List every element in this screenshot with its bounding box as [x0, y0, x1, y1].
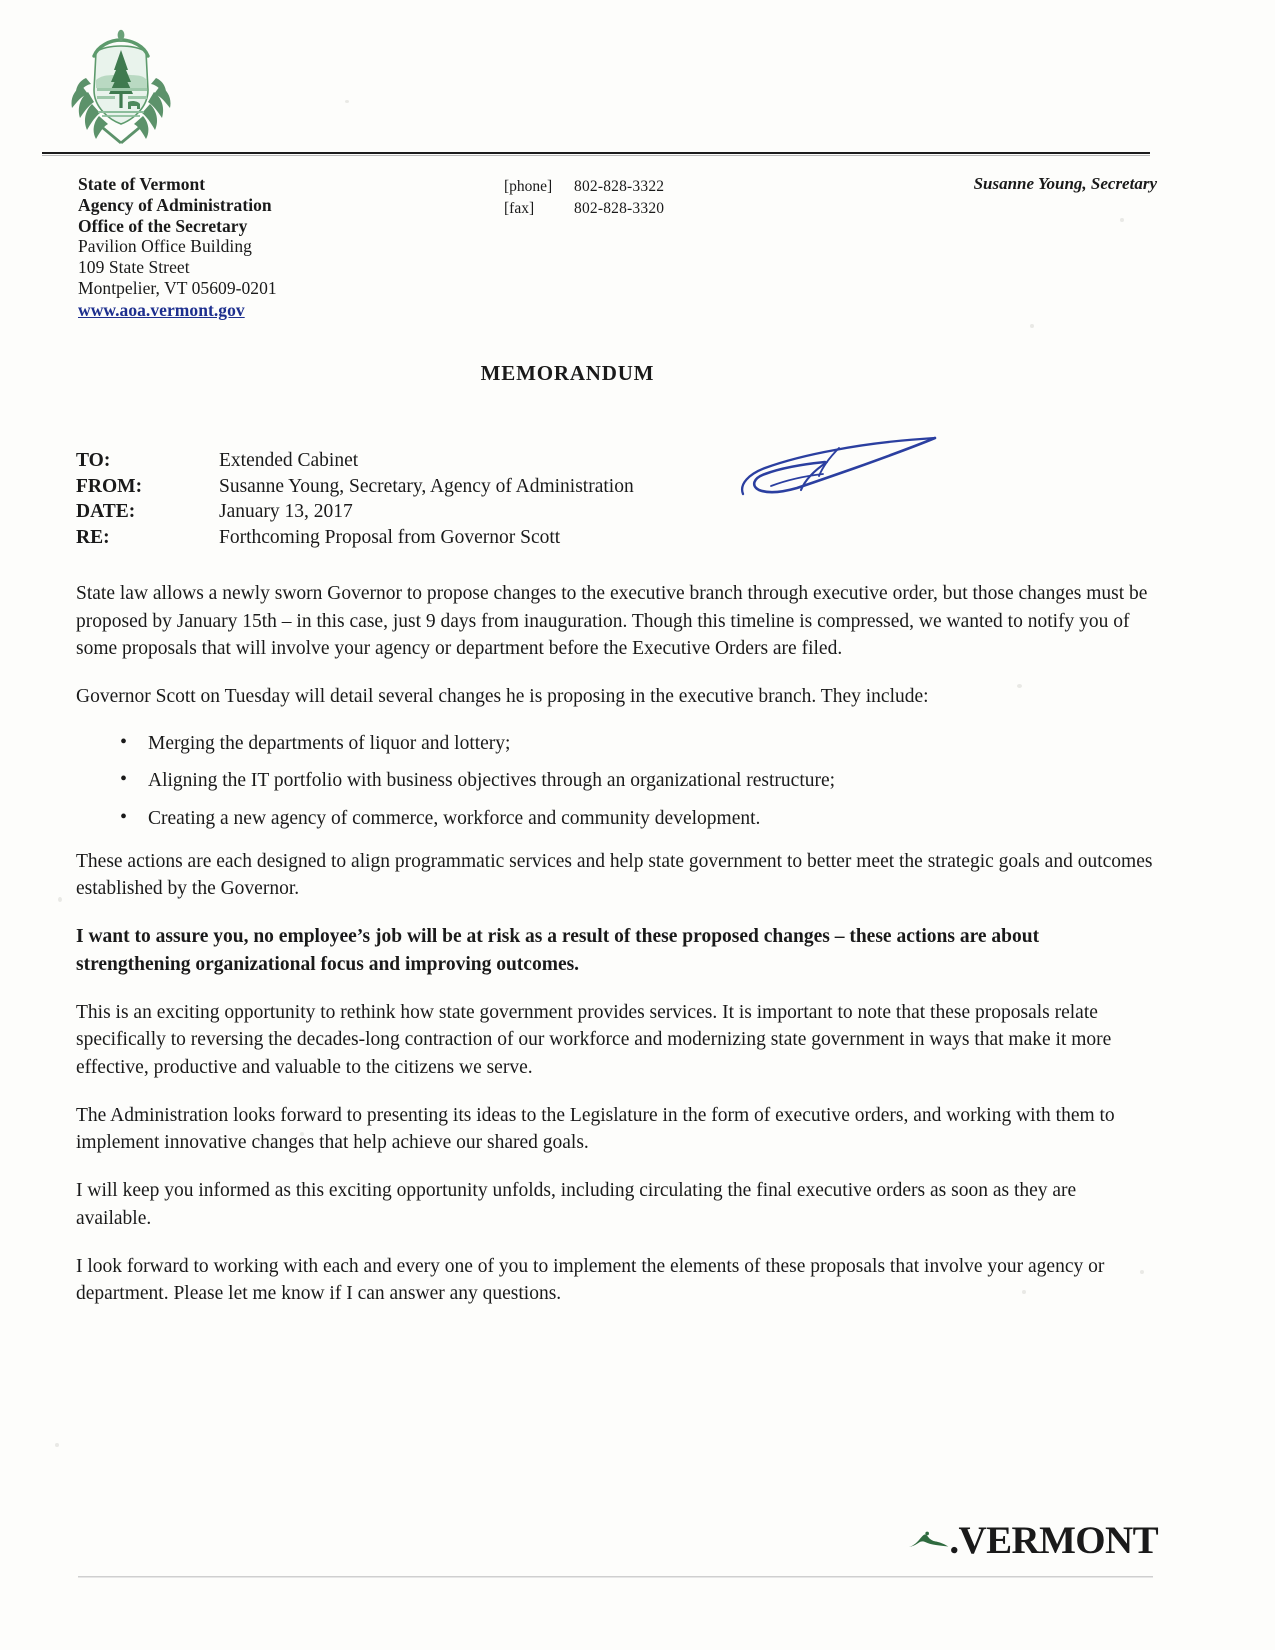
- letterhead-divider-shadow: [42, 155, 1150, 156]
- list-item: • Merging the departments of liquor and lottery;: [148, 730, 1154, 757]
- memo-field-re: [76, 525, 976, 551]
- memo-field-date-label: DATE:: [76, 501, 136, 523]
- scan-speck: [1120, 218, 1124, 222]
- vermont-wordmark: .VERMONT: [949, 1518, 1158, 1562]
- contact-row-fax: [504, 198, 664, 220]
- memo-field-re-value: Forthcoming Proposal from Governor Scott: [219, 526, 561, 548]
- fax-label: [fax]: [504, 200, 535, 217]
- memo-field-from-label: FROM:: [76, 475, 143, 497]
- paragraph-7: I will keep you informed as this exciting opportunity unfolds, including circulating the final executive orders as soon as they are available.: [76, 1180, 1077, 1229]
- memo-field-from-value: Susanne Young, Secretary, Agency of Administration: [219, 475, 634, 497]
- scan-speck: [58, 897, 62, 902]
- memo-field-re-label: RE:: [76, 526, 110, 548]
- address-line-1: Pavilion Office Building: [78, 236, 252, 257]
- org-line-1: State of Vermont: [78, 174, 206, 194]
- memo-field-to-value: Extended Cabinet: [219, 450, 359, 471]
- paragraph-2: Governor Scott on Tuesday will detail several changes he is proposing in the executive branch. They include:: [76, 686, 929, 707]
- paragraph-5: This is an exciting opportunity to rethink how state government provides services. It is important to note that these proposals relate specifically to reversing the decades-long contraction of our workforce and modernizing state government in ways that make it more effective, productive and valuable to the citizens we serve.: [76, 1001, 1112, 1078]
- list-item: • Aligning the IT portfolio with business objectives through an organizational restructure;: [148, 767, 1154, 794]
- memo-header-fields: [76, 448, 976, 550]
- green-mountain-logo-icon: [908, 1520, 951, 1560]
- scan-speck: [1030, 324, 1034, 328]
- footer-divider-shadow: [78, 1577, 1153, 1578]
- paragraph-3: These actions are each designed to align programmatic services and help state government to better meet the strategic goals and outcomes established by the Governor.: [76, 850, 1153, 899]
- phone-value: 802-828-3322: [574, 178, 665, 195]
- scan-speck: [345, 100, 349, 103]
- website-link[interactable]: www.aoa.vermont.gov: [78, 299, 245, 320]
- paragraph-4-emphasis: I want to assure you, no employee’s job will be at risk as a result of these proposed changes – these actions are about strengthening organizational focus and improving outcomes.: [76, 926, 1040, 975]
- scan-speck: [55, 1443, 59, 1447]
- org-line-3: Office of the Secretary: [78, 215, 248, 236]
- secretary-name: Susanne Young, Secretary: [973, 174, 1157, 193]
- letterhead-contacts: [504, 176, 664, 220]
- memo-body: [76, 580, 1154, 1328]
- letterhead-address: [78, 174, 458, 321]
- paragraph-8: I look forward to working with each and every one of you to implement the elements of these proposals that involve your agency or department. Please let me know if I can answer any questions.: [76, 1255, 1105, 1304]
- memo-field-to-label: TO:: [76, 450, 111, 471]
- letterhead-divider: [42, 152, 1150, 154]
- list-item: • Creating a new agency of commerce, workforce and community development.: [148, 805, 1154, 832]
- vermont-brand-logo: [908, 1512, 1158, 1568]
- org-line-2: Agency of Administration: [78, 194, 272, 215]
- fax-value: 802-828-3320: [574, 200, 665, 217]
- phone-label: [phone]: [504, 178, 553, 195]
- paragraph-1: State law allows a newly sworn Governor to propose changes to the executive branch through executive order, but those changes must be proposed by January 15th – in this case, just 9 days from inauguration. Though this timeline is compressed, we wanted to notify you of some proposals that will involve your agency or department before the Executive Orders are filed.: [76, 583, 1148, 659]
- memo-field-date: [76, 499, 976, 525]
- memo-field-date-value: January 13, 2017: [219, 501, 353, 523]
- proposal-list: [76, 730, 1154, 832]
- memo-field-to: [76, 448, 976, 474]
- address-line-3: Montpelier, VT 05609-0201: [78, 277, 277, 298]
- vermont-state-seal-icon: [66, 26, 176, 144]
- contact-row-phone: [504, 176, 664, 198]
- paragraph-6: The Administration looks forward to presenting its ideas to the Legislature in the form of executive orders, and working with them to implement innovative changes that help achieve our shared goals.: [76, 1104, 1115, 1153]
- page-title: MEMORANDUM: [480, 361, 655, 385]
- address-line-2: 109 State Street: [78, 257, 190, 278]
- memo-field-from: [76, 474, 976, 500]
